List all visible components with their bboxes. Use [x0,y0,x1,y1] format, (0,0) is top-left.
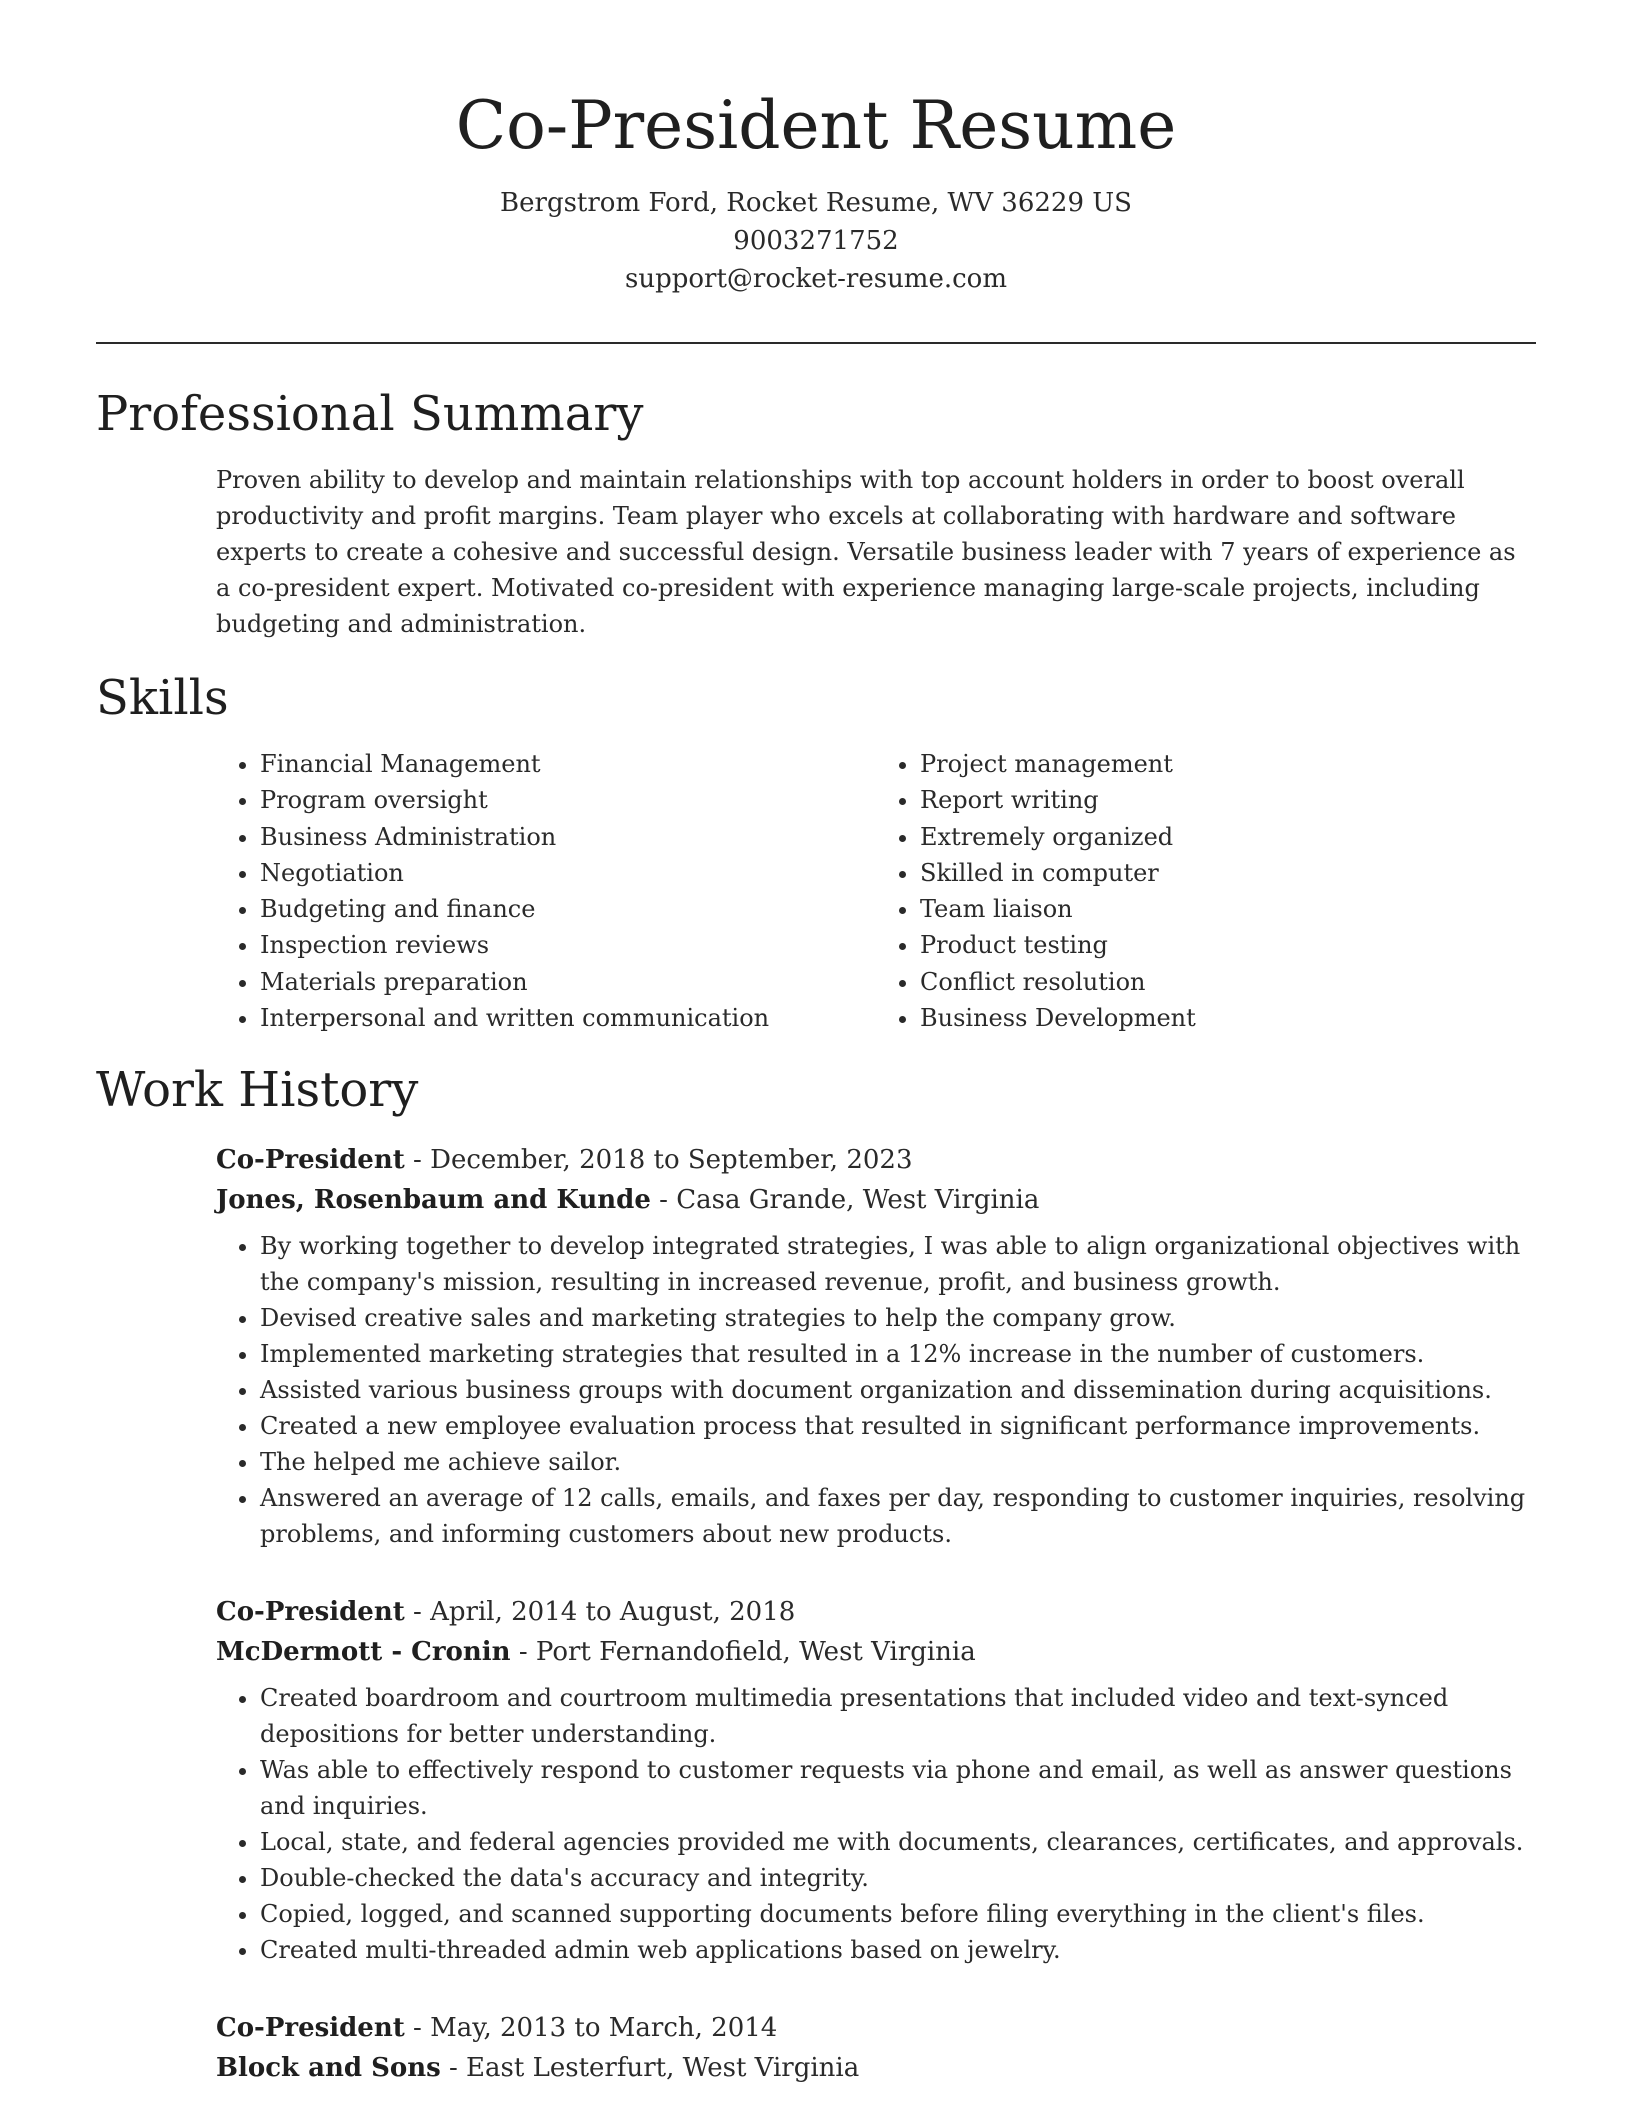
skill-item: • Conflict resolution [920,964,1536,1000]
skills-column-right [876,746,1536,1036]
job-bullets [216,1228,1536,1552]
work-history-heading: Work History [96,1062,419,1118]
job-bullet: • Copied, logged, and scanned supporting documents before filing everything in the client's files. [260,1896,1536,1932]
job-company-line [216,1632,1536,1672]
contact-phone: 9003271752 [733,226,899,256]
skill-item: • Inspection reviews [260,927,876,963]
job-bullet: • Created a new employee evaluation process that resulted in significant performance improvements. [260,1408,1536,1444]
job-dates: - May, 2013 to March, 2014 [404,2013,778,2043]
job-bullet: • Created multi-threaded admin web applications based on jewelry. [260,1932,1536,1968]
job-bullet: • The helped me achieve sailor. [260,1444,1536,1480]
job-bullet: • Devised creative sales and marketing strategies to help the company grow. [260,1300,1536,1336]
job-title: Co-President [216,1145,405,1175]
skill-item: • Business Administration [260,819,876,855]
job-bullets [216,1680,1536,1968]
job-company: McDermott - Cronin [216,1637,511,1667]
contact-block [0,184,1632,298]
job-location: - Casa Grande, West Virginia [650,1185,1040,1215]
contact-address: Bergstrom Ford, Rocket Resume, WV 36229 US [500,188,1132,218]
skills-list [216,746,1536,1036]
skill-item: • Skilled in computer [920,855,1536,891]
skills-column-left [216,746,876,1036]
summary-heading: Professional Summary [96,386,644,442]
job-company: Block and Sons [216,2053,441,2083]
skill-item: • Team liaison [920,891,1536,927]
job-dates: - December, 2018 to September, 2023 [404,1145,913,1175]
skill-item: • Financial Management [260,746,876,782]
job-title: Co-President [216,1597,405,1627]
summary-text: Proven ability to develop and maintain relationships with top account holders in order to boost overall productivity and profit margins. Team player who excels at collaborating with hardware and software experts to create a cohesive and successful design. Versatile business leader with 7 years of experience as a co-president expert. Motivated co-president with experience managing large-scale projects, including budgeting and administration. [216,466,1516,638]
job-dates: - April, 2014 to August, 2018 [404,1597,796,1627]
skill-item: • Program oversight [260,782,876,818]
job-entry [216,1592,1536,1968]
skill-item: • Project management [920,746,1536,782]
contact-email: support@rocket-resume.com [624,264,1007,294]
header-divider [96,342,1536,344]
resume-header [0,82,1632,298]
skill-item: • Interpersonal and written communication [260,1000,876,1036]
job-bullet: • Assisted various business groups with document organization and dissemination during acquisitions. [260,1372,1536,1408]
skill-item: • Negotiation [260,855,876,891]
job-bullet: • Double-checked the data's accuracy and integrity. [260,1860,1536,1896]
skill-item: • Extremely organized [920,819,1536,855]
page-title: Co-President Resume [455,87,1177,164]
job-title-line [216,1592,1536,1632]
job-bullet: • Implemented marketing strategies that resulted in a 12% increase in the number of customers. [260,1336,1536,1372]
job-title-line [216,1140,1536,1180]
skill-item: • Business Development [920,1000,1536,1036]
job-location: - East Lesterfurt, West Virginia [440,2053,860,2083]
job-entry [216,2008,1536,2088]
skill-item: • Report writing [920,782,1536,818]
skill-item: • Budgeting and finance [260,891,876,927]
job-entry [216,1140,1536,1552]
job-company-line [216,2048,1536,2088]
job-bullet: • Answered an average of 12 calls, emails, and faxes per day, responding to customer inquiries, resolving problems, and informing customers about new products. [260,1480,1536,1552]
job-company-line [216,1180,1536,1220]
skills-heading: Skills [96,670,229,726]
job-company: Jones, Rosenbaum and Kunde [216,1185,651,1215]
job-bullet: • By working together to develop integrated strategies, I was able to align organizational objectives with the company's mission, resulting in increased revenue, profit, and business growth. [260,1228,1536,1300]
job-title-line [216,2008,1536,2048]
job-location: - Port Fernandofield, West Virginia [510,1637,976,1667]
job-bullet: • Created boardroom and courtroom multimedia presentations that included video and text-synced depositions for better understanding. [260,1680,1536,1752]
skill-item: • Product testing [920,927,1536,963]
job-bullet: • Was able to effectively respond to customer requests via phone and email, as well as answer questions and inquiries. [260,1752,1536,1824]
skill-item: • Materials preparation [260,964,876,1000]
job-title: Co-President [216,2013,405,2043]
job-bullet: • Local, state, and federal agencies provided me with documents, clearances, certificates, and approvals. [260,1824,1536,1860]
